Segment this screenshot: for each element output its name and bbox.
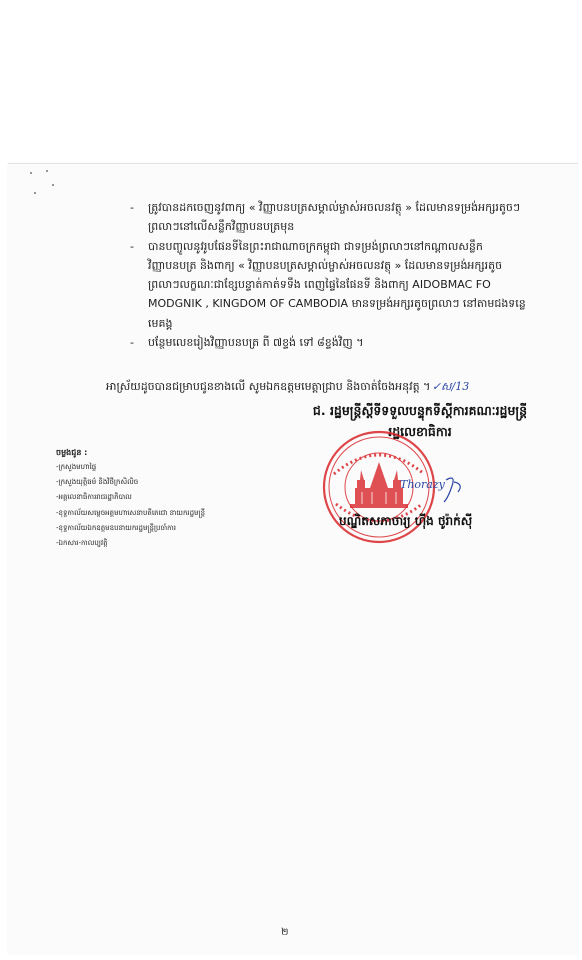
- closing-paragraph: [106, 378, 536, 396]
- bullet-text: បានបញ្ចូលនូវរូបផែនទីនៃព្រះរាជាណាចក្រកម្ពុជា ជាទម្រង់ព្រលាៗនៅកណ្ដាលសន្លឹក វិញ្ញាបនបត្រ និងពាក្យ « វិញ្ញាបនបត្រសម្គាល់ម្ចាស់អចលនវត្ថុ » ដែលមានទម្រង់អក្សរតូច ព្រលាៗលក្ខណៈជាខ្សែបន្ទាត់កាត់ទទឹង ពេញផ្ទៃនៃផែនទី និងពាក្យ AIDOBMAC FO MODGNIK , KINGDOM OF CAMBODIA មានទម្រង់អក្សរតូចព្រលាៗ នៅតាមជងទន្លេ មេគង្គ: [148, 239, 526, 330]
- copy-to-item: -ឯកសារ-កាលប្បវត្តិ: [56, 539, 108, 548]
- bullet-item-2: [130, 237, 550, 333]
- bullet-item-3: [130, 333, 550, 352]
- page-top-margin: [0, 0, 582, 163]
- signatory-title-line-1: ជ. រដ្ឋមន្ត្រីស្ដីទីទទួលបន្ទុកទីស្ដីការគណៈរដ្ឋមន្ត្រី: [312, 403, 528, 418]
- signatory-title-line-2: រដ្ឋលេខាធិការ: [388, 424, 452, 439]
- closing-text: អាស្រ័យដូចបានជម្រាបជូនខាងលើ សូមឯកឧត្ដមមេត្ដាជ្រាប និងចាត់ចែងអនុវត្ត ។: [106, 380, 431, 393]
- handwritten-initials: ✓ស/13: [431, 380, 470, 393]
- bullet-text: បន្ថែមលេខរៀងវិញ្ញាបនបត្រ ពី ៧ខ្ទង់ ទៅ ៨ខ្ទង់វិញ ។: [148, 336, 364, 350]
- page-number: ២: [281, 927, 289, 938]
- copy-to-item: -ខុទ្ទកាល័យសម្ដេចអគ្គមហាសេនាបតីតេជោ នាយករដ្ឋមន្ត្រី: [56, 508, 206, 517]
- copy-to-list: [56, 446, 286, 551]
- copy-to-item: -អគ្គលេខាធិការរាជរដ្ឋាភិបាល: [56, 493, 132, 502]
- bullet-dash: -: [130, 239, 134, 253]
- bullet-list: [130, 198, 550, 352]
- copy-to-item: -ក្រសួងមហាផ្ទៃ: [56, 463, 97, 471]
- signature-scribble-text: Thorazy: [400, 478, 445, 491]
- copy-to-title: ចម្លងជូន :: [56, 448, 88, 457]
- copy-to-item: -ខុទ្ទកាល័យឯកឧត្ដមឧបនាយករដ្ឋមន្ត្រីប្រចាំការ: [56, 523, 177, 532]
- bullet-text: ត្រូវបានដកចេញនូវពាក្យ « វិញ្ញាបនបត្រសម្គាល់ម្ចាស់អចលនវត្ថុ » ដែលមានទម្រង់អក្សរតូចៗ ព្រលាៗនៅលើសន្លឹកវិញ្ញាបនបត្រមុន: [148, 201, 521, 234]
- signer-name: បណ្ឌិតសភាចារ្យ ហ៊ីង ថូរ៉ាក់ស៊ី: [339, 514, 473, 528]
- bullet-dash: -: [130, 336, 134, 350]
- bullet-dash: -: [130, 201, 134, 214]
- signature-scribble-icon: [398, 472, 478, 504]
- bullet-item-1: [130, 198, 550, 237]
- handwritten-signature: [398, 472, 478, 504]
- copy-to-item: -ក្រសួងយុត្តិធម៌ និងវិថីក្រសិលិច: [56, 478, 139, 487]
